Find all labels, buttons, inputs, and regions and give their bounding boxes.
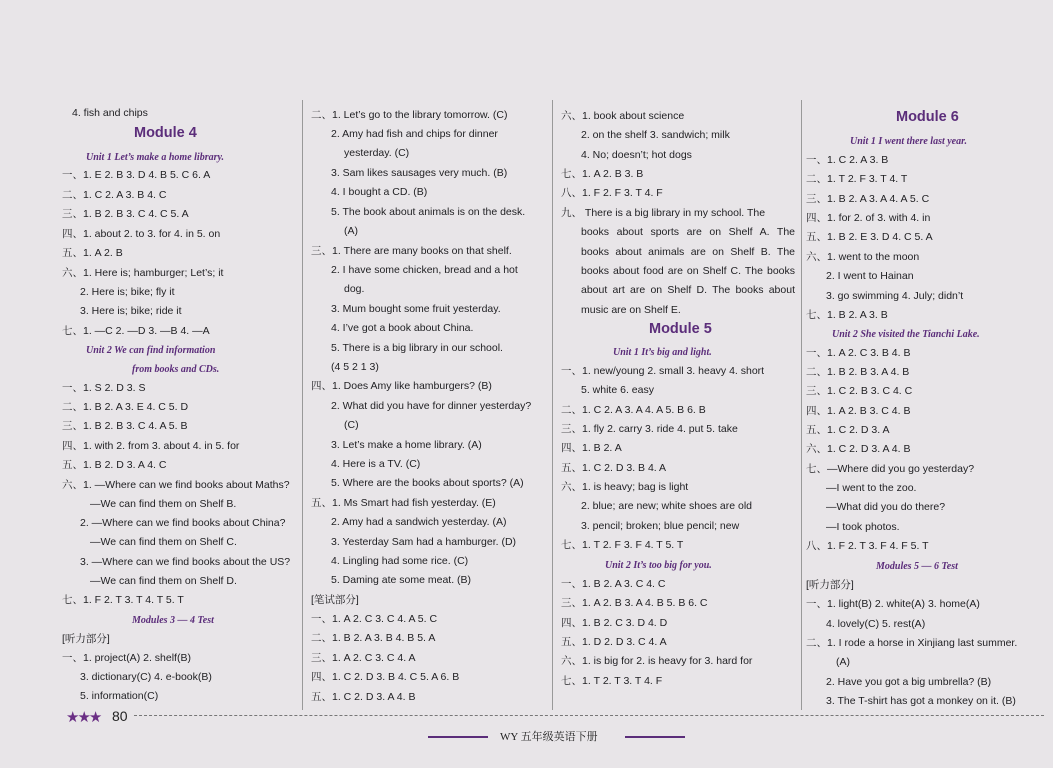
answer-line: 六、1. Here is; hamburger; Let’s; it	[62, 267, 224, 279]
answer-line: 2. What did you have for dinner yesterday?	[331, 400, 532, 412]
answer-line: 七、1. —C 2. —D 3. —B 4. —A	[62, 325, 210, 337]
answer-line: 三、1. A 2. B 3. A 4. B 5. B 6. C	[561, 597, 708, 609]
answer-line: 八、1. F 2. T 3. F 4. F 5. T	[806, 540, 929, 552]
difficulty-stars: ★★★	[66, 709, 101, 726]
answer-line: 七、1. T 2. T 3. T 4. F	[561, 675, 663, 687]
unit-heading: Unit 2 We can find information	[86, 345, 216, 356]
answer-line: —We can find them on Shelf D.	[90, 575, 237, 587]
answer-line: 七、1. F 2. T 3. T 4. T 5. T	[62, 594, 184, 606]
answer-line: 三、1. B 2. A 3. A 4. A 5. C	[806, 193, 930, 205]
answer-line: 一、1. A 2. C 3. B 4. B	[806, 347, 911, 359]
unit-heading: Unit 2 It’s too big for you.	[605, 560, 712, 571]
answer-line: books about food are on Shelf C. The books	[581, 265, 795, 277]
answer-line: 2. blue; are new; white shoes are old	[581, 500, 753, 512]
answer-line: 三、1. There are many books on that shelf.	[311, 245, 512, 257]
unit-heading: Unit 2 She visited the Tianchi Lake.	[832, 329, 980, 340]
answer-line: 一、1. B 2. A 3. C 4. C	[561, 578, 666, 590]
answer-line: dog.	[344, 283, 365, 295]
answer-line: 七、1. T 2. F 3. F 4. T 5. T	[561, 539, 684, 551]
answer-line: 4. I’ve got a book about China.	[331, 322, 474, 334]
answer-line: 七、1. A 2. B 3. B	[561, 168, 644, 180]
answer-line: [听力部分]	[806, 579, 854, 591]
answer-line: (A)	[344, 225, 358, 237]
answer-line: 2. I have some chicken, bread and a hot	[331, 264, 518, 276]
answer-line: 四、1. about 2. to 3. for 4. in 5. on	[62, 228, 221, 240]
answer-line: 二、1. C 2. A 3. B 4. C	[62, 189, 167, 201]
answer-line: books about animals are on Shelf B. The	[581, 246, 795, 258]
answer-line: 2. Have you got a big umbrella? (B)	[826, 676, 992, 688]
answer-line: 七、—Where did you go yesterday?	[806, 463, 975, 475]
answer-line: 四、1. C 2. D 3. B 4. C 5. A 6. B	[311, 671, 460, 683]
answer-line: 五、1. Ms Smart had fish yesterday. (E)	[311, 497, 496, 509]
answer-line: 二、1. B 2. B 3. A 4. B	[806, 366, 910, 378]
column-divider-3	[801, 100, 802, 710]
answer-line: —I took photos.	[826, 521, 900, 533]
answer-line: 5. white 6. easy	[581, 384, 654, 396]
answer-line: 一、1. S 2. D 3. S	[62, 382, 146, 394]
answer-line: about art are on Shelf D. The books about	[581, 284, 795, 296]
unit-heading: Modules 3 — 4 Test	[132, 615, 214, 626]
answer-line: 六、1. C 2. D 3. A 4. B	[806, 443, 911, 455]
answer-line: 3. The T-shirt has got a monkey on it. (B)	[826, 695, 1016, 707]
answer-line: —What did you do there?	[826, 501, 946, 513]
answer-line: (A)	[836, 656, 850, 668]
module-heading: Module 6	[896, 109, 959, 125]
answer-line: 三、1. fly 2. carry 3. ride 4. put 5. take	[561, 423, 738, 435]
answer-line: —We can find them on Shelf B.	[90, 498, 237, 510]
answer-line: 3. Mum bought some fruit yesterday.	[331, 303, 501, 315]
answer-line: 2. Amy had fish and chips for dinner	[331, 128, 498, 140]
answer-line: 一、1. A 2. C 3. C 4. A 5. C	[311, 613, 438, 625]
book-label: WY 五年级英语下册	[500, 731, 598, 743]
answer-line: 5. information(C)	[80, 690, 159, 702]
answer-line: 一、1. new/young 2. small 3. heavy 4. short	[561, 365, 765, 377]
answer-line: 3. —Where can we find books about the US?	[80, 556, 291, 568]
answer-line: 七、1. B 2. A 3. B	[806, 309, 888, 321]
footer-dashed-rule	[134, 715, 1044, 716]
answer-line: 四、1. B 2. C 3. D 4. D	[561, 617, 668, 629]
answer-line: 六、1. is big for 2. is heavy for 3. hard for	[561, 655, 753, 667]
answer-line: 2. —Where can we find books about China?	[80, 517, 286, 529]
answer-line: 5. There is a big library in our school.	[331, 342, 503, 354]
answer-line: 2. Amy had a sandwich yesterday. (A)	[331, 516, 507, 528]
answer-line: 4. lovely(C) 5. rest(A)	[826, 618, 926, 630]
answer-line: 5. Daming ate some meat. (B)	[331, 574, 472, 586]
answer-line: 一、1. light(B) 2. white(A) 3. home(A)	[806, 598, 980, 610]
footer-rule-left	[428, 736, 488, 738]
column-divider-1	[302, 100, 303, 710]
answer-line: 3. Yesterday Sam had a hamburger. (D)	[331, 536, 517, 548]
page-number: 80	[112, 708, 128, 724]
answer-line: 5. The book about animals is on the desk.	[331, 206, 526, 218]
answer-line: —I went to the zoo.	[826, 482, 917, 494]
column-divider-2	[552, 100, 553, 710]
answer-line: 二、1. T 2. F 3. T 4. T	[806, 173, 908, 185]
answer-line: 一、1. C 2. A 3. B	[806, 154, 889, 166]
module-heading: Module 5	[649, 321, 712, 337]
answer-line: 四、1. for 2. of 3. with 4. in	[806, 212, 931, 224]
unit-heading: Unit 1 I went there last year.	[850, 136, 967, 147]
answer-line: 4. Here is a TV. (C)	[331, 458, 421, 470]
answer-line: 六、1. book about science	[561, 110, 685, 122]
answer-line: 六、1. is heavy; bag is light	[561, 481, 689, 493]
answer-line: 3. Let’s make a home library. (A)	[331, 439, 482, 451]
answer-line: 九、 There is a big library in my school. The	[561, 207, 766, 219]
answer-line: 3. Here is; bike; ride it	[80, 305, 182, 317]
answer-line: 二、1. Let’s go to the library tomorrow. (C)	[311, 109, 508, 121]
answer-line: [听力部分]	[62, 633, 110, 645]
answer-line: 五、1. D 2. D 3. C 4. A	[561, 636, 667, 648]
unit-heading: from books and CDs.	[132, 364, 220, 375]
answer-line: 五、1. C 2. D 3. A 4. B	[311, 691, 416, 703]
unit-heading: Modules 5 — 6 Test	[876, 561, 958, 572]
answer-line: 三、1. B 2. B 3. C 4. A 5. B	[62, 420, 188, 432]
answer-line: 二、1. C 2. A 3. A 4. A 5. B 6. B	[561, 404, 706, 416]
answer-line: [笔试部分]	[311, 594, 359, 606]
unit-heading: Unit 1 Let’s make a home library.	[86, 152, 225, 163]
answer-line: 三、1. B 2. B 3. C 4. C 5. A	[62, 208, 189, 220]
answer-line: 3. Sam likes sausages very much. (B)	[331, 167, 508, 179]
answer-line: music are on Shelf E.	[581, 304, 681, 316]
answer-line: 4. Lingling had some rice. (C)	[331, 555, 469, 567]
answer-line: yesterday. (C)	[344, 147, 410, 159]
answer-line: 五、1. A 2. B	[62, 247, 123, 259]
answer-line: 3. dictionary(C) 4. e-book(B)	[80, 671, 212, 683]
answer-line: 4. I bought a CD. (B)	[331, 186, 428, 198]
answer-line: (4 5 2 1 3)	[331, 361, 379, 373]
answer-line: 4. No; doesn’t; hot dogs	[581, 149, 692, 161]
answer-line: 五、1. B 2. E 3. D 4. C 5. A	[806, 231, 933, 243]
answer-line: 2. Here is; bike; fly it	[80, 286, 175, 298]
answer-line: 一、1. project(A) 2. shelf(B)	[62, 652, 191, 664]
answer-line: 六、1. went to the moon	[806, 251, 920, 263]
answer-line: books about sports are on Shelf A. The	[581, 226, 795, 238]
answer-line: 3. pencil; broken; blue pencil; new	[581, 520, 740, 532]
answer-line: 五、1. C 2. D 3. A	[806, 424, 890, 436]
answer-line: 五、1. C 2. D 3. B 4. A	[561, 462, 667, 474]
answer-line: 3. go swimming 4. July; didn’t	[826, 290, 964, 302]
answer-line: 5. Where are the books about sports? (A)	[331, 477, 524, 489]
answer-line: (C)	[344, 419, 359, 431]
answer-line: 2. on the shelf 3. sandwich; milk	[581, 129, 730, 141]
answer-line: 四、1. B 2. A	[561, 442, 622, 454]
answer-line: 二、1. B 2. A 3. B 4. B 5. A	[311, 632, 436, 644]
answer-line: 四、1. Does Amy like hamburgers? (B)	[311, 380, 492, 392]
answer-line: 2. I went to Hainan	[826, 270, 914, 282]
module-heading: Module 4	[134, 125, 197, 141]
answer-line: 八、1. F 2. F 3. T 4. F	[561, 187, 663, 199]
answer-line: —We can find them on Shelf C.	[90, 536, 237, 548]
answer-line: 二、1. B 2. A 3. E 4. C 5. D	[62, 401, 189, 413]
answer-line: 四、1. with 2. from 3. about 4. in 5. for	[62, 440, 240, 452]
answer-line: 三、1. A 2. C 3. C 4. A	[311, 652, 416, 664]
answer-line: 一、1. E 2. B 3. D 4. B 5. C 6. A	[62, 169, 211, 181]
answer-line: 4. fish and chips	[72, 107, 148, 119]
answer-line: 六、1. —Where can we find books about Maths?	[62, 479, 290, 491]
unit-heading: Unit 1 It’s big and light.	[613, 347, 712, 358]
answer-line: 四、1. A 2. B 3. C 4. B	[806, 405, 911, 417]
answer-line: 三、1. C 2. B 3. C 4. C	[806, 385, 913, 397]
answer-line: 五、1. B 2. D 3. A 4. C	[62, 459, 167, 471]
answer-line: 二、1. I rode a horse in Xinjiang last summer.	[806, 637, 1018, 649]
footer-rule-right	[625, 736, 685, 738]
